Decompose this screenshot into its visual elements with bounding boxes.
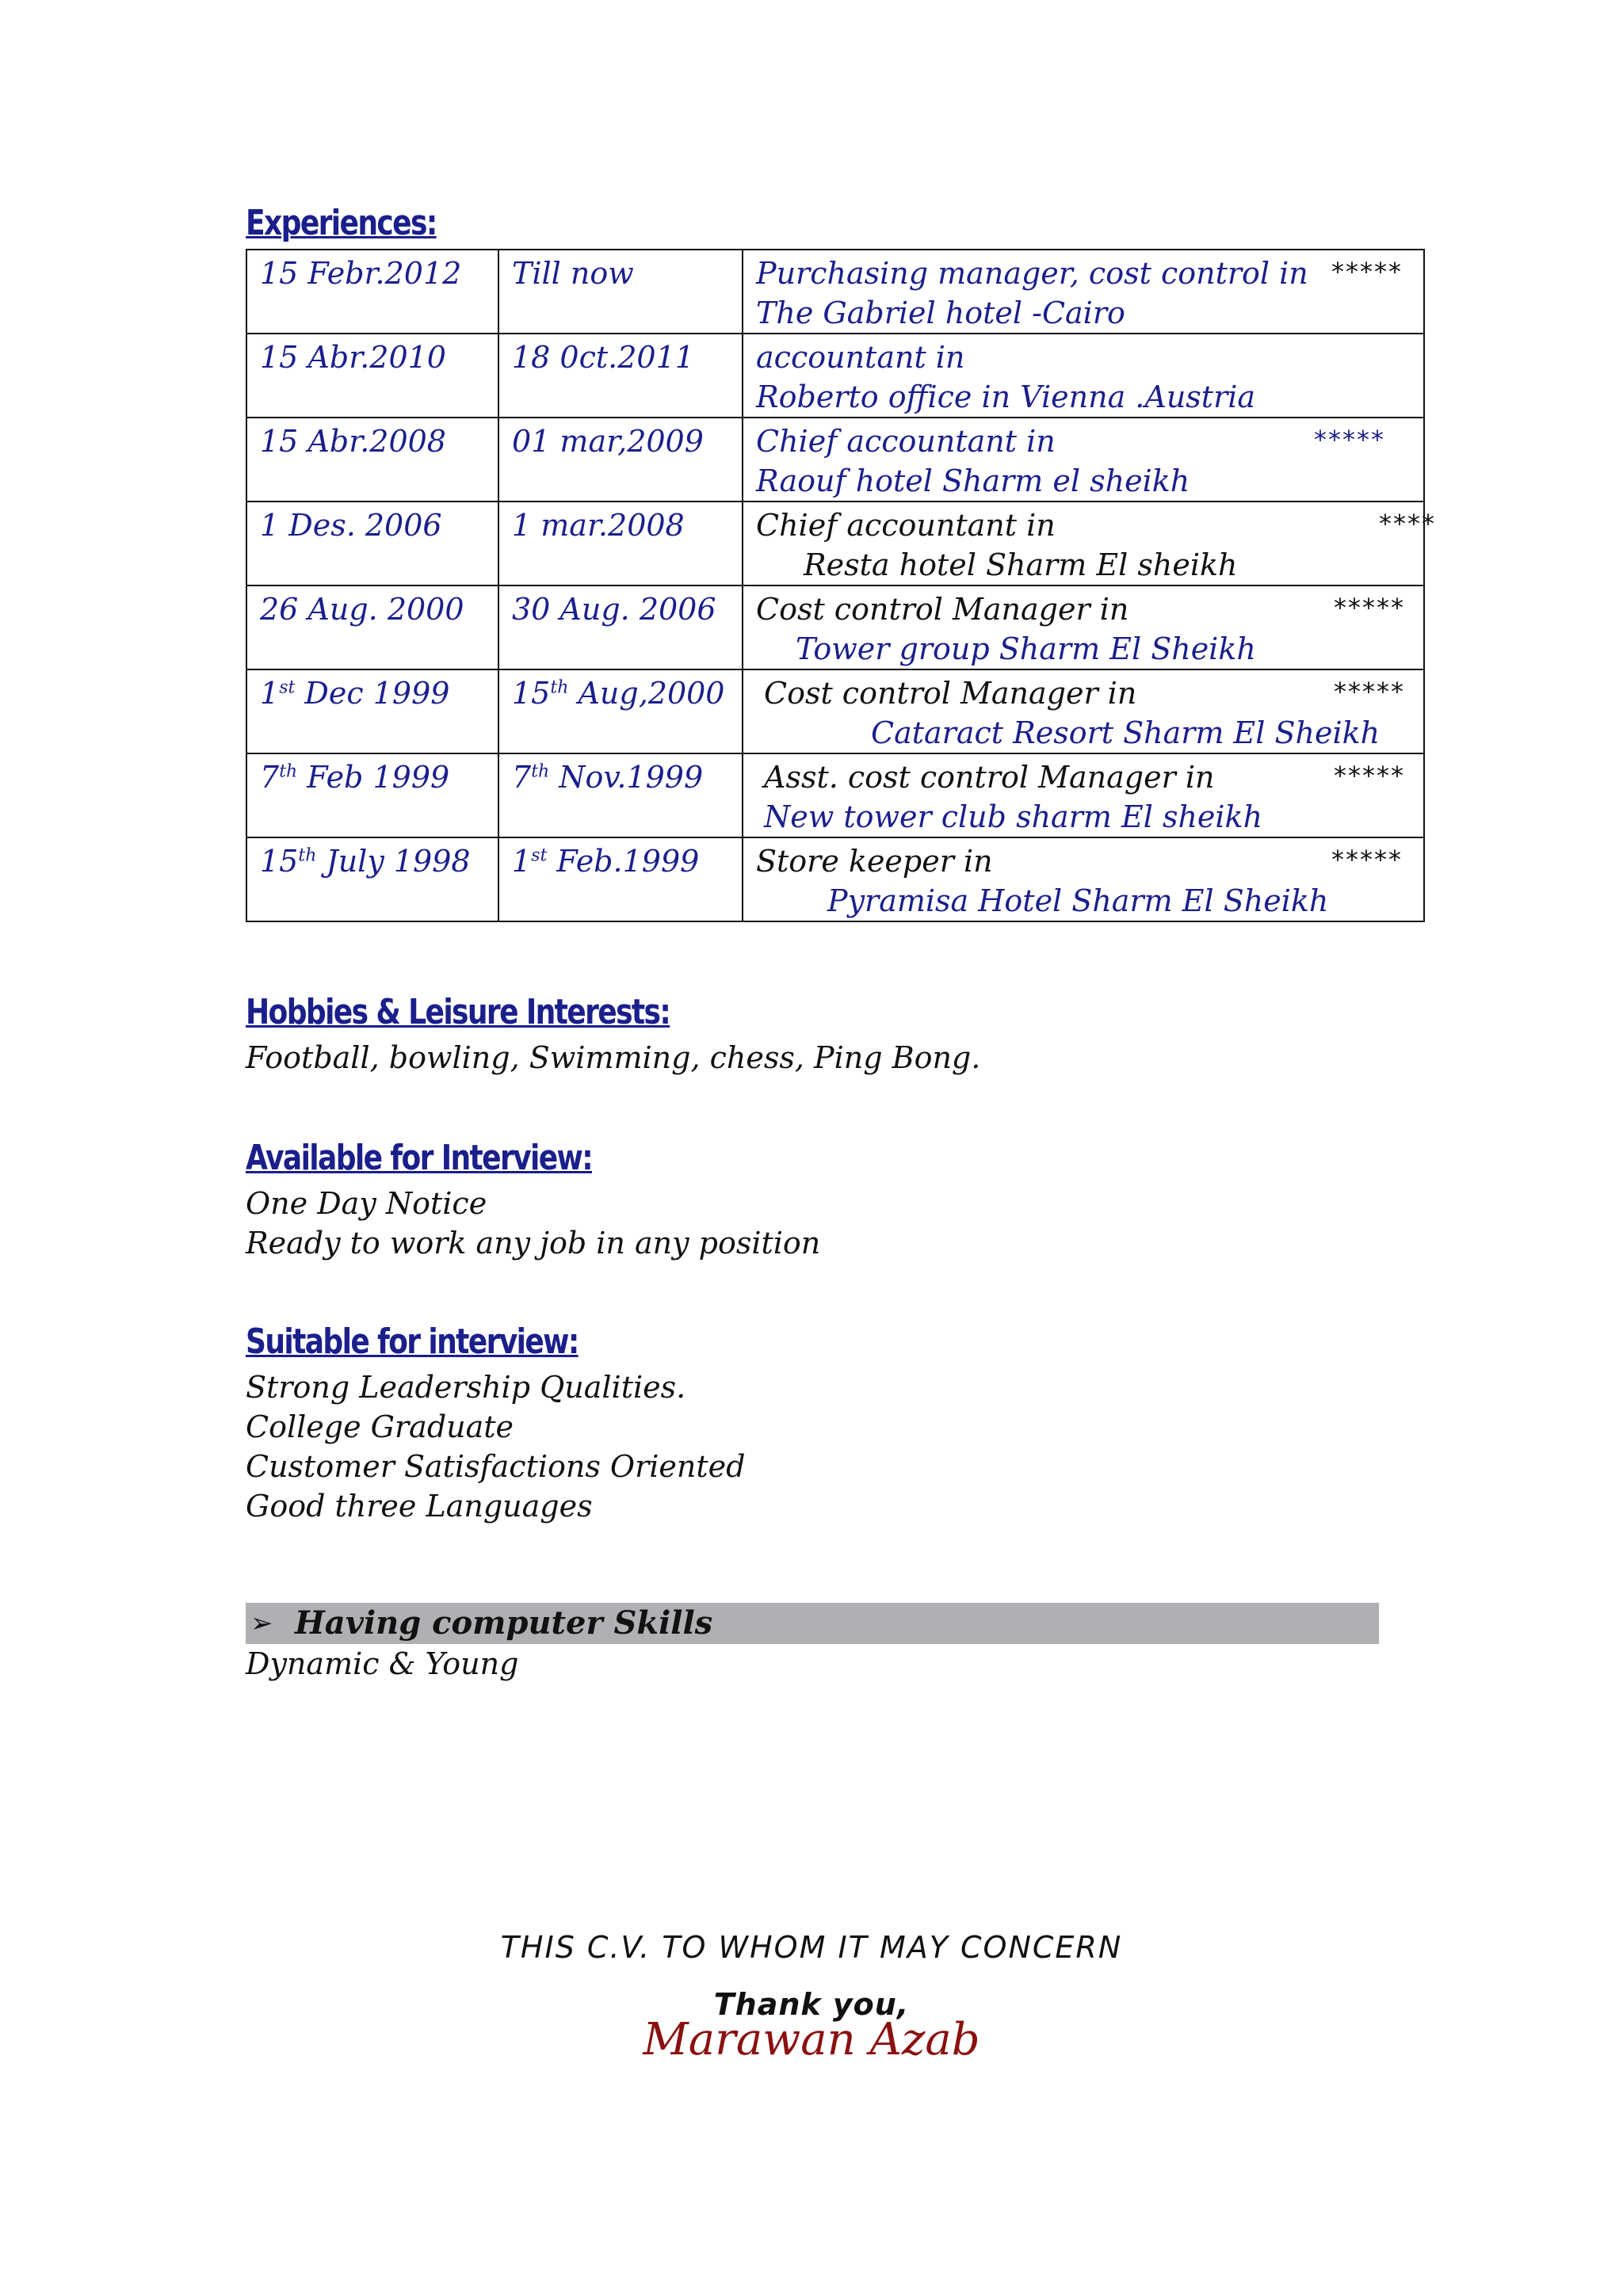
job-place: Raouf hotel Sharm el sheikh (756, 463, 1190, 498)
suitable-heading: Suitable for interview: (246, 1322, 579, 1362)
table-row (246, 418, 1424, 502)
table-row (246, 753, 1424, 837)
job-title: Chief accountant in (756, 508, 1056, 543)
position-cell (743, 837, 1424, 921)
list-item: Strong Leadership Qualities. (246, 1370, 686, 1405)
signature-name: Marawan Azab (643, 2014, 980, 2065)
rating-stars: ***** (1331, 257, 1403, 287)
rating-stars: ***** (1331, 845, 1403, 875)
hobbies-heading: Hobbies & Leisure Interests: (246, 992, 670, 1032)
date-from: 1st Dec 1999 (246, 669, 498, 753)
table-row (246, 837, 1424, 921)
date-to: 30 Aug. 2006 (498, 585, 743, 669)
available-list (246, 1184, 820, 1263)
rating-stars: ***** (1314, 425, 1385, 455)
position-cell (743, 669, 1424, 753)
skills-label: Having computer Skills (295, 1604, 713, 1642)
experiences-table (246, 249, 1436, 922)
date-to: 1 mar.2008 (498, 502, 743, 585)
date-from: 15 Abr.2010 (246, 334, 498, 418)
date-from: 1 Des. 2006 (246, 502, 498, 585)
table-row (246, 502, 1424, 585)
job-place: Pyramisa Hotel Sharm El Sheikh (827, 883, 1329, 918)
arrow-bullet-icon: ➢ (250, 1608, 273, 1639)
job-title: Cost control Manager in (764, 676, 1137, 711)
position-cell (743, 250, 1424, 334)
rating-stars: ***** (1334, 593, 1405, 623)
list-item: One Day Notice (246, 1186, 487, 1221)
position-cell (743, 753, 1424, 837)
date-to: 01 mar,2009 (498, 418, 743, 502)
thank-you: Thank you, (713, 1987, 910, 2022)
date-to: 15th Aug,2000 (498, 669, 743, 753)
job-place: Cataract Resort Sharm El Sheikh (871, 715, 1381, 750)
table-row (246, 250, 1424, 334)
table-row (246, 334, 1424, 418)
hobbies-text: Football, bowling, Swimming, chess, Ping Bong. (246, 1040, 981, 1075)
job-place: Tower group Sharm El Sheikh (796, 631, 1256, 666)
job-title: Asst. cost control Manager in (764, 760, 1215, 795)
job-place: Resta hotel Sharm El sheikh (804, 547, 1238, 582)
date-from: 7th Feb 1999 (246, 753, 498, 837)
date-from: 15 Febr.2012 (246, 250, 498, 334)
rating-stars: **** (1379, 509, 1436, 539)
skills-highlight (246, 1603, 1379, 1644)
rating-stars: ***** (1334, 761, 1405, 791)
position-cell (743, 502, 1436, 585)
position-cell (743, 585, 1424, 669)
experiences-heading: Experiences: (246, 203, 437, 243)
job-title: Purchasing manager, cost control in (756, 256, 1308, 291)
job-place: Roberto office in Vienna .Austria (756, 379, 1256, 414)
date-from: 15 Abr.2008 (246, 418, 498, 502)
position-cell (743, 418, 1424, 502)
date-to: 18 0ct.2011 (498, 334, 743, 418)
table-row (246, 585, 1424, 669)
list-item: Good three Languages (246, 1489, 593, 1524)
list-item: Ready to work any job in any position (246, 1226, 821, 1261)
rating-stars: ***** (1334, 677, 1405, 707)
table-row (246, 669, 1424, 753)
job-title: Store keeper in (756, 844, 993, 879)
list-item: Customer Satisfactions Oriented (246, 1449, 746, 1484)
closing-statement: THIS C.V. TO WHOM IT MAY CONCERN (500, 1930, 1123, 1965)
job-title: Chief accountant in (756, 424, 1056, 459)
available-heading: Available for Interview: (246, 1138, 593, 1178)
skills-note: Dynamic & Young (246, 1646, 519, 1681)
job-place: The Gabriel hotel -Cairo (756, 296, 1125, 330)
date-from: 15th July 1998 (246, 837, 498, 921)
date-from: 26 Aug. 2000 (246, 585, 498, 669)
job-title: accountant in (756, 340, 965, 375)
date-to: Till now (498, 250, 743, 334)
suitable-list (246, 1367, 745, 1526)
list-item: College Graduate (246, 1409, 514, 1444)
date-to: 1st Feb.1999 (498, 837, 743, 921)
date-to: 7th Nov.1999 (498, 753, 743, 837)
position-cell (743, 334, 1424, 418)
job-place: New tower club sharm El sheikh (764, 799, 1263, 834)
job-title: Cost control Manager in (756, 592, 1129, 627)
